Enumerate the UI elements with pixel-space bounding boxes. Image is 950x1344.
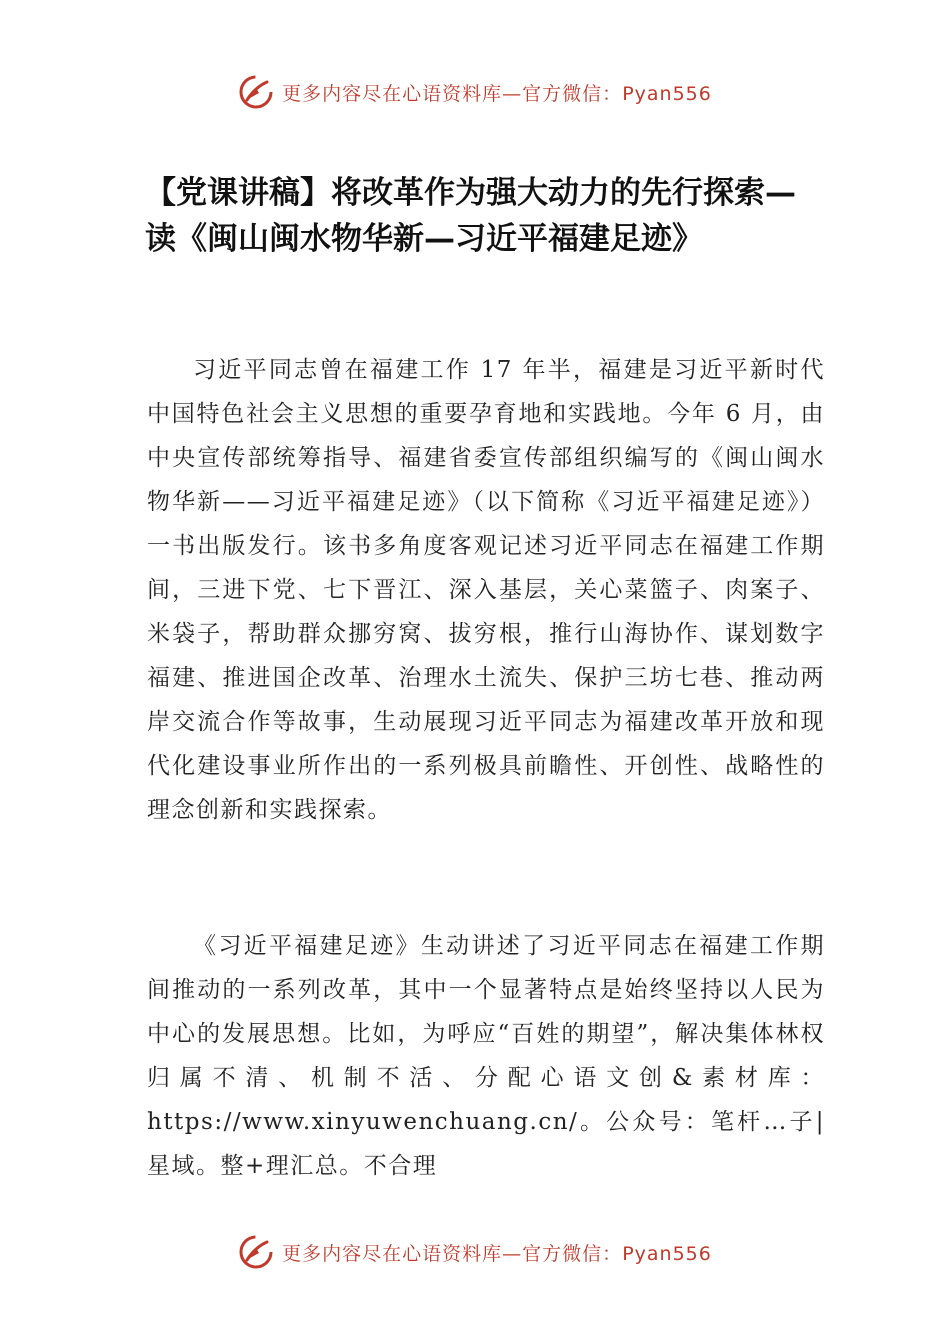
header-banner-text: [282, 79, 712, 106]
header-banner-separator: —: [502, 82, 523, 105]
header-banner-contact-id: Pyan556: [622, 82, 712, 105]
footer-banner-contact-label: 官方微信：: [522, 1242, 623, 1265]
footer-watermark-banner: [0, 1230, 950, 1274]
header-banner-slogan: 更多内容尽在心语资料库: [282, 82, 503, 105]
footer-banner-separator: —: [502, 1242, 523, 1265]
swirl-pen-logo-icon: [238, 1234, 274, 1270]
body-paragraph-2: 《习近平福建足迹》生动讲述了习近平同志在福建工作期间推动的一系列改革，其中一个显著特点是始终坚持以人民为中心的发展思想。比如，为呼应“百姓的期望”，解决集体林权归属不清、机制不活、分配心语文创&素材库：https://www.xinyuwenchuang.cn/。公众号：笔杆…子|星域。整+理汇总。不合理: [147, 933, 825, 1179]
document-title: 【党课讲稿】将改革作为强大动力的先行探索—读《闽山闽水物华新—习近平福建足迹》: [145, 175, 796, 257]
footer-banner-slogan: 更多内容尽在心语资料库: [282, 1242, 503, 1265]
footer-banner-contact-id: Pyan556: [622, 1242, 712, 1265]
header-watermark-banner: [0, 70, 950, 114]
header-banner-contact-label: 官方微信：: [522, 82, 623, 105]
footer-banner-text: [282, 1239, 712, 1266]
swirl-pen-logo-icon: [238, 74, 274, 110]
body-paragraph-1: 习近平同志曾在福建工作 17 年半，福建是习近平新时代中国特色社会主义思想的重要孕育地和实践地。今年 6 月，由中央宣传部统筹指导、福建省委宣传部组织编写的《闽山闽水物华新——习近平福建足迹》（以下简称《习近平福建足迹》）一书出版发行。该书多角度客观记述习近平同志在福建工作期间，三进下党、七下晋江、深入基层，关心菜篮子、肉案子、米袋子，帮助群众挪穷窝、拔穷根，推行山海协作、谋划数字福建、推进国企改革、治理水土流失、保护三坊七巷、推动两岸交流合作等故事，生动展现习近平同志为福建改革开放和现代化建设事业所作出的一系列极具前瞻性、开创性、战略性的理念创新和实践探索。: [147, 357, 825, 823]
